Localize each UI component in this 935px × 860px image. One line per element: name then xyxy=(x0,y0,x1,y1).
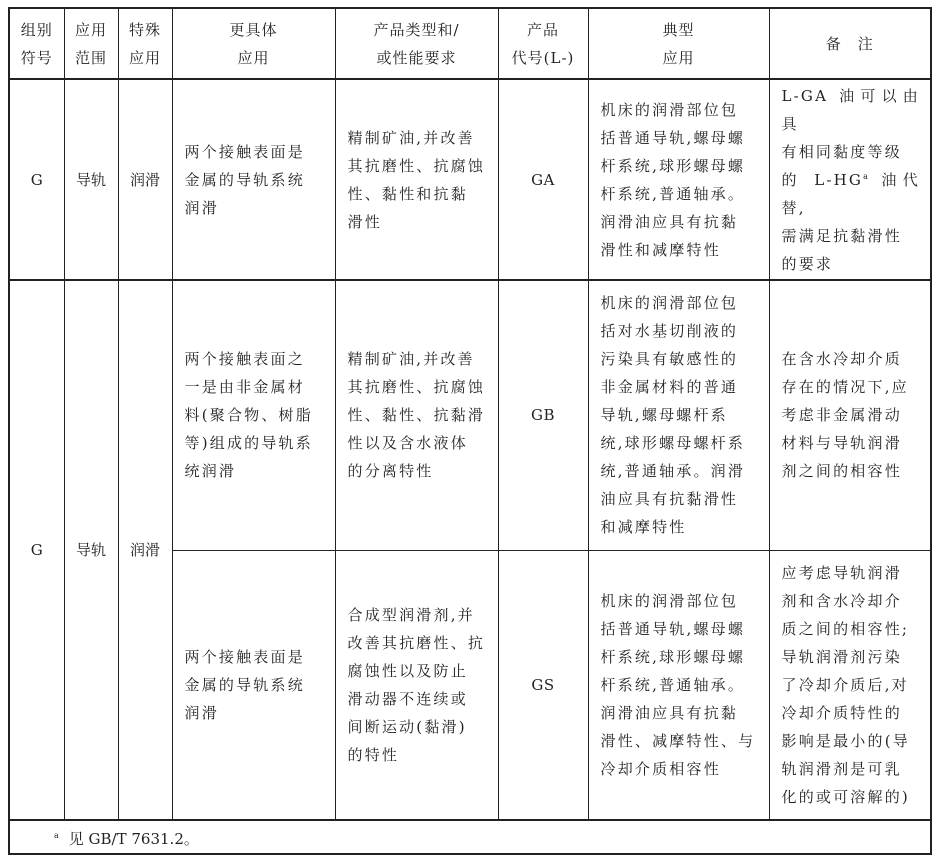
cell-typical-application xyxy=(588,550,769,820)
text-line: 滑性和减摩特性 xyxy=(600,240,721,259)
cell-specific-application xyxy=(172,550,335,820)
text-line: 质之间的相容性; xyxy=(781,619,910,638)
lubricant-classification-table xyxy=(8,7,932,855)
text-line: 精制矿油,并改善 xyxy=(347,350,475,369)
text-line: 杆系统,球形螺母螺 xyxy=(600,647,746,666)
footnote-ref-marker: a xyxy=(863,171,871,181)
text-line: 冷却介质特性的 xyxy=(781,703,902,722)
table-header-row xyxy=(9,8,931,79)
text-line: 需满足抗黏滑性 xyxy=(781,226,902,245)
text-line: 统,球形螺母螺杆系 xyxy=(600,434,746,453)
text-line: 了冷却介质后,对 xyxy=(781,675,909,694)
cell-special-application: 润滑 xyxy=(118,79,172,280)
cell-specific-application xyxy=(172,79,335,280)
text-line-with-footnote-ref xyxy=(782,166,921,222)
text-line: 性以及含水液体 xyxy=(347,434,468,453)
text-line: 影响是最小的(导 xyxy=(781,731,910,750)
cell-product-type xyxy=(335,79,498,280)
text-line: 腐蚀性以及防止 xyxy=(347,661,468,680)
text-line: 存在的情况下,应 xyxy=(781,378,909,397)
text-line: 杆系统,普通轴承。 xyxy=(600,184,746,203)
header-text: 范围 xyxy=(74,48,107,67)
cell-product-type xyxy=(335,550,498,820)
text-line: 间断运动(黏滑) xyxy=(347,717,467,736)
table-footnote-row xyxy=(9,820,931,854)
text-line: 导轨,螺母螺杆系 xyxy=(600,406,728,425)
text-line: 冷却介质相容性 xyxy=(600,759,721,778)
text-line: 剂和含水冷却介 xyxy=(781,591,902,610)
text-line: 润滑 xyxy=(184,703,219,722)
text-line: 剂之间的相容性 xyxy=(781,462,902,481)
text-line: 轨润滑剂是可乳 xyxy=(781,759,902,778)
text-line: 润滑油应具有抗黏 xyxy=(600,212,739,231)
text-line: 应考虑导轨润滑 xyxy=(781,563,902,582)
header-text: 组别 xyxy=(20,20,53,39)
cell-product-code: GS xyxy=(498,550,588,820)
cell-group-symbol: G xyxy=(9,280,64,820)
text-line: 滑性、减摩特性、与 xyxy=(600,731,756,750)
text-line: 的特性 xyxy=(347,745,400,764)
header-typical-application xyxy=(588,8,769,79)
cell-remarks xyxy=(769,79,931,280)
text-line: 金属的导轨系统 xyxy=(184,170,305,189)
header-text: 代号(L-) xyxy=(511,48,575,67)
cell-product-code: GA xyxy=(498,79,588,280)
text-line: 导轨润滑剂污染 xyxy=(781,647,902,666)
header-product-code xyxy=(498,8,588,79)
text-line: 的分离特性 xyxy=(347,462,434,481)
text-line: 润滑 xyxy=(184,198,219,217)
cell-product-code: GB xyxy=(498,280,588,550)
header-text: 应用 xyxy=(74,20,107,39)
text-line: 性、黏性和抗黏 xyxy=(347,184,468,203)
header-text: 更具体 xyxy=(229,20,278,39)
text-line: 材料与导轨润滑 xyxy=(781,434,902,453)
text-line: 性、黏性、抗黏滑 xyxy=(347,406,486,425)
text-line: 考虑非金属滑动 xyxy=(781,406,902,425)
text-line: 的要求 xyxy=(781,254,834,273)
header-application-scope xyxy=(64,8,118,79)
text-line: 两个接触表面是 xyxy=(184,647,305,666)
header-text: 应用 xyxy=(662,48,695,67)
text-line: 等)组成的导轨系 xyxy=(184,434,313,453)
lubricant-classification-table-container xyxy=(8,7,930,855)
text-fragment: 油代替, xyxy=(781,170,921,217)
text-line: 改善其抗磨性、抗 xyxy=(347,633,486,652)
text-line: 机床的润滑部位包 xyxy=(600,591,739,610)
text-line: 括普通导轨,螺母螺 xyxy=(600,619,746,638)
cell-specific-application xyxy=(172,280,335,550)
text-line: 一是由非金属材 xyxy=(184,378,305,397)
text-line: 杆系统,球形螺母螺 xyxy=(600,156,746,175)
footnote-marker: a xyxy=(54,830,59,840)
cell-product-type xyxy=(335,280,498,550)
text-line: 机床的润滑部位包 xyxy=(600,100,739,119)
text-fragment: 的 L-HG xyxy=(781,170,864,189)
cell-special-application: 润滑 xyxy=(118,280,172,820)
text-line: 滑动器不连续或 xyxy=(347,689,468,708)
text-line: 两个接触表面是 xyxy=(184,142,305,161)
text-line: 精制矿油,并改善 xyxy=(347,128,475,147)
text-line: 合成型润滑剂,并 xyxy=(347,605,475,624)
header-special-application xyxy=(118,8,172,79)
text-line: 括普通导轨,螺母螺 xyxy=(600,128,746,147)
text-line: 油应具有抗黏滑性 xyxy=(600,490,739,509)
text-line: 其抗磨性、抗腐蚀 xyxy=(347,378,486,397)
text-line: 金属的导轨系统 xyxy=(184,675,305,694)
header-text: 备 注 xyxy=(825,34,874,53)
text-line: 括对水基切削液的 xyxy=(600,322,739,341)
cell-application-scope: 导轨 xyxy=(64,280,118,820)
cell-typical-application xyxy=(588,280,769,550)
footnote-cell xyxy=(9,820,931,854)
text-line: 润滑油应具有抗黏 xyxy=(600,703,739,722)
header-text: 产品 xyxy=(526,20,559,39)
text-line: 有相同黏度等级 xyxy=(781,142,902,161)
text-line: 杆系统,普通轴承。 xyxy=(600,675,746,694)
cell-remarks xyxy=(769,280,931,550)
header-specific-application xyxy=(172,8,335,79)
cell-group-symbol: G xyxy=(9,79,64,280)
table-row-ga xyxy=(9,79,931,280)
header-text: 特殊 xyxy=(128,20,161,39)
text-line: 其抗磨性、抗腐蚀 xyxy=(347,156,486,175)
text-line: 化的或可溶解的) xyxy=(781,787,910,806)
cell-remarks xyxy=(769,550,931,820)
header-remarks xyxy=(769,8,931,79)
table-row-gb xyxy=(9,280,931,550)
header-group-symbol xyxy=(9,8,64,79)
text-line: 在含水冷却介质 xyxy=(781,350,902,369)
cell-application-scope: 导轨 xyxy=(64,79,118,280)
footnote-text: 见 GB/T 7631.2。 xyxy=(68,829,199,848)
text-line: 污染具有敏感性的 xyxy=(600,350,739,369)
header-product-type xyxy=(335,8,498,79)
header-text: 或性能要求 xyxy=(376,48,457,67)
header-text: 符号 xyxy=(20,48,53,67)
text-line: 统,普通轴承。润滑 xyxy=(600,462,746,481)
header-text: 典型 xyxy=(662,20,695,39)
text-line: L-GA 油可以由具 xyxy=(781,86,920,133)
header-text: 应用 xyxy=(128,48,161,67)
cell-typical-application xyxy=(588,79,769,280)
text-line: 非金属材料的普通 xyxy=(600,378,739,397)
text-line: 料(聚合物、树脂 xyxy=(184,406,313,425)
text-line: 两个接触表面之 xyxy=(184,350,305,369)
header-text: 产品类型和/ xyxy=(373,20,460,39)
text-line: 统润滑 xyxy=(184,462,237,481)
text-line: 机床的润滑部位包 xyxy=(600,294,739,313)
text-line: 滑性 xyxy=(347,212,382,231)
header-text: 应用 xyxy=(237,48,270,67)
text-line: 和减摩特性 xyxy=(600,518,687,537)
